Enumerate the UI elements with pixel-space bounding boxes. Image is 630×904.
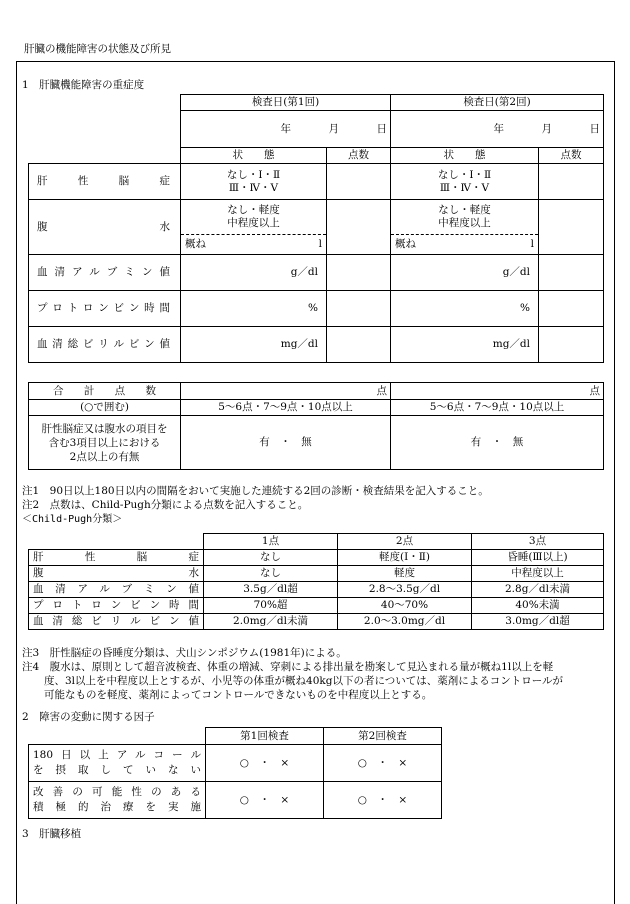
- unit-label: g／dl: [502, 266, 530, 278]
- cp-header-3: 3点: [472, 534, 604, 550]
- variation-factors-table: [28, 727, 442, 819]
- exam2-bilirubin-points[interactable]: [539, 327, 604, 363]
- question-line: 肝性脳症又は腹水の項目を: [41, 422, 168, 435]
- exam1-ascites-points[interactable]: [327, 200, 391, 255]
- state-option: Ⅲ・Ⅳ・Ⅴ: [228, 181, 279, 194]
- exam2-prothrombin-points[interactable]: [539, 291, 604, 327]
- exam2-range-options[interactable]: 5～6点・7～9点・10点以上: [391, 400, 604, 416]
- approx-label: 概ね: [395, 237, 416, 250]
- state-option: 中程度以上: [227, 216, 280, 229]
- exam1-date-field[interactable]: [181, 111, 391, 148]
- exam2-alcohol-mark[interactable]: ○ ・ ×: [324, 745, 442, 782]
- exam1-points-header: 点数: [327, 148, 391, 164]
- day-label: 日: [589, 122, 600, 135]
- section3-heading: 3 肝臓移植: [22, 828, 82, 840]
- exam2-albumin-points[interactable]: [539, 255, 604, 291]
- exam2-state-header: 状 態: [391, 148, 539, 164]
- exam1-ascites-state[interactable]: [181, 200, 327, 255]
- month-label: 月: [328, 122, 339, 135]
- section1-heading: 1 肝臓機能障害の重症度: [22, 79, 145, 91]
- unit-label: mg／dl: [492, 338, 530, 350]
- treatment-label-line: 改善の可能性のある: [33, 786, 201, 798]
- day-label: 日: [376, 122, 387, 135]
- exam1-yes-no[interactable]: 有 ・ 無: [181, 416, 391, 470]
- exam2-yes-no[interactable]: 有 ・ 無: [391, 416, 604, 470]
- child-pugh-heading: ＜Child-Pugh分類＞: [22, 514, 123, 525]
- cp-cell: 軽度: [338, 566, 472, 582]
- bilirubin-label: 血清総ビリルビン値: [37, 338, 170, 350]
- liter-unit: l: [318, 237, 322, 250]
- unit-label: %: [520, 302, 530, 314]
- exam2-bilirubin-value[interactable]: [391, 327, 539, 363]
- note-4-line1: 注4 腹水は、原則として超音波検査、体重の増減、穿刺による排出量を勘案して見込まれる量が概ね1l以上を軽: [22, 661, 554, 673]
- question-line: 2点以上の有無: [69, 450, 140, 463]
- exam1-col-header: 第1回検査: [206, 728, 324, 745]
- exam2-header: 検査日(第2回): [391, 95, 604, 111]
- cp-row-label: 血清アルブミン値: [33, 583, 199, 595]
- cp-row-label: 血清総ビリルビン値: [33, 615, 199, 627]
- state-option: なし・軽度: [438, 203, 491, 216]
- exam1-state-header: 状 態: [181, 148, 327, 164]
- exam2-date-field[interactable]: [391, 111, 604, 148]
- exam1-albumin-points[interactable]: [327, 255, 391, 291]
- child-pugh-table: [28, 533, 604, 630]
- note-2: 注2 点数は、Child-Pugh分類による点数を記入すること。: [22, 499, 309, 511]
- exam1-header: 検査日(第1回): [181, 95, 391, 111]
- cp-cell: 中程度以上: [472, 566, 604, 582]
- ascites-label: 腹水: [37, 220, 170, 233]
- year-label: 年: [493, 122, 504, 135]
- approx-label: 概ね: [185, 237, 206, 250]
- exam2-ascites-points[interactable]: [539, 200, 604, 255]
- unit-label: g／dl: [290, 266, 318, 278]
- cp-cell: 2.0～3.0mg／dl: [338, 614, 472, 630]
- cp-header-1: 1点: [204, 534, 338, 550]
- exam2-points-header: 点数: [539, 148, 604, 164]
- albumin-label: 血清アルブミン値: [37, 266, 170, 278]
- cp-cell: 70%超: [204, 598, 338, 614]
- prothrombin-label: プロトロンビン時間: [37, 302, 170, 314]
- exam2-albumin-value[interactable]: [391, 255, 539, 291]
- cp-cell: 2.8g／dl未満: [472, 582, 604, 598]
- note-4-line3: 可能なものを軽度、薬剤によってコントロールできないものを中程度以上とする。: [44, 689, 433, 701]
- severity-table: [28, 94, 604, 363]
- exam1-prothrombin-points[interactable]: [327, 291, 391, 327]
- points-unit: 点: [376, 384, 387, 397]
- page-title: 肝臓の機能障害の状態及び所見: [24, 43, 171, 55]
- exam2-encephalopathy-state[interactable]: [391, 164, 539, 200]
- points-unit: 点: [589, 384, 600, 397]
- unit-label: %: [308, 302, 318, 314]
- month-label: 月: [541, 122, 552, 135]
- question-line: 含む3項目以上における: [48, 436, 161, 449]
- state-option: なし・Ⅰ・Ⅱ: [437, 168, 492, 181]
- exam1-encephalopathy-points[interactable]: [327, 164, 391, 200]
- cp-row-label: プロトロンビン時間: [33, 599, 199, 611]
- circle-instruction: (○で囲む): [29, 400, 181, 416]
- state-option: なし・軽度: [227, 203, 280, 216]
- total-label: 合計点数: [53, 384, 156, 397]
- cp-cell: 2.8～3.5g／dl: [338, 582, 472, 598]
- exam1-bilirubin-value[interactable]: [181, 327, 327, 363]
- cp-cell: 3.0mg／dl超: [472, 614, 604, 630]
- cp-row-label: 肝性脳症: [33, 551, 199, 563]
- year-label: 年: [280, 122, 291, 135]
- exam2-encephalopathy-points[interactable]: [539, 164, 604, 200]
- note-1: 注1 90日以上180日以内の間隔をおいて実施した連続する2回の診断・検査結果を記入すること。: [22, 485, 489, 497]
- cp-header-2: 2点: [338, 534, 472, 550]
- alcohol-label-line: を摂取していない: [33, 764, 201, 776]
- exam1-total[interactable]: [181, 383, 391, 400]
- exam1-range-options[interactable]: 5～6点・7～9点・10点以上: [181, 400, 391, 416]
- note-4-line2: 度、3l以上を中程度以上とするが、小児等の体重が概ね40kg以下の者については、薬剤によるコントロールが: [44, 675, 564, 687]
- exam1-encephalopathy-state[interactable]: [181, 164, 327, 200]
- liter-unit: l: [530, 237, 534, 250]
- cp-cell: 2.0mg／dl未満: [204, 614, 338, 630]
- encephalopathy-label: 肝性脳症: [37, 175, 170, 187]
- exam2-col-header: 第2回検査: [324, 728, 442, 745]
- exam1-alcohol-mark[interactable]: ○ ・ ×: [206, 745, 324, 782]
- cp-cell: 軽度(Ⅰ・Ⅱ): [338, 550, 472, 566]
- exam1-treatment-mark[interactable]: ○ ・ ×: [206, 782, 324, 819]
- cp-cell: 40%未満: [472, 598, 604, 614]
- section2-heading: 2 障害の変動に関する因子: [22, 711, 155, 723]
- unit-label: mg／dl: [280, 338, 318, 350]
- exam1-albumin-value[interactable]: [181, 255, 327, 291]
- cp-cell: 40～70%: [338, 598, 472, 614]
- state-option: なし・Ⅰ・Ⅱ: [226, 168, 281, 181]
- exam2-total[interactable]: [391, 383, 604, 400]
- exam2-treatment-mark[interactable]: ○ ・ ×: [324, 782, 442, 819]
- exam2-prothrombin-value[interactable]: [391, 291, 539, 327]
- treatment-label-line: 積極的治療を実施: [33, 801, 201, 813]
- state-option: Ⅲ・Ⅳ・Ⅴ: [439, 181, 490, 194]
- note-3: 注3 肝性脳症の昏睡度分類は、犬山シンポジウム(1981年)による。: [22, 647, 347, 659]
- cp-row-label: 腹水: [33, 567, 199, 579]
- cp-cell: なし: [204, 566, 338, 582]
- total-table: [28, 382, 604, 470]
- exam1-prothrombin-value[interactable]: [181, 291, 327, 327]
- exam2-ascites-state[interactable]: [391, 200, 539, 255]
- cp-cell: 昏睡(Ⅲ以上): [472, 550, 604, 566]
- cp-cell: 3.5g／dl超: [204, 582, 338, 598]
- cp-cell: なし: [204, 550, 338, 566]
- alcohol-label-line: 180日以上アルコール: [33, 749, 201, 761]
- state-option: 中程度以上: [438, 216, 491, 229]
- exam1-bilirubin-points[interactable]: [327, 327, 391, 363]
